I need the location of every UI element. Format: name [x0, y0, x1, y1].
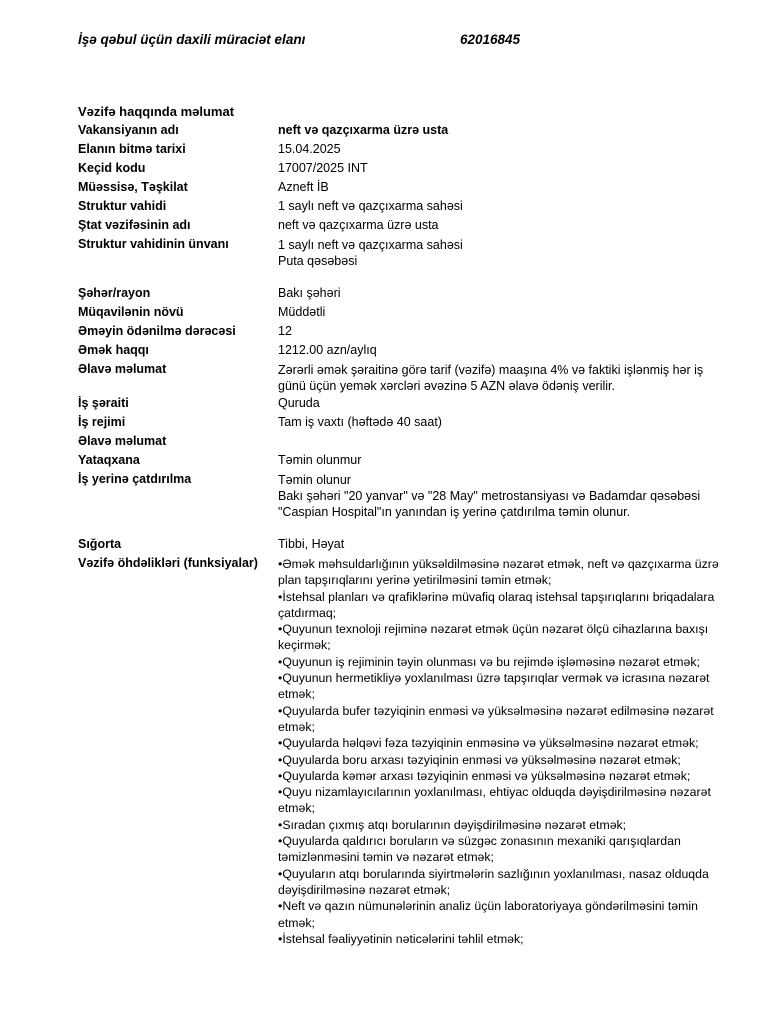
field-row [78, 394, 728, 413]
field-row [78, 216, 728, 235]
field-row [78, 303, 728, 322]
field-row [78, 413, 728, 432]
field-label: Yataqxana [78, 453, 140, 467]
field-value: 15.04.2025 [278, 142, 341, 156]
field-value: 1 saylı neft və qazçıxarma sahəsi [278, 199, 463, 213]
field-value: 1212.00 azn/aylıq [278, 343, 377, 357]
field-value: neft və qazçıxarma üzrə usta [278, 123, 449, 137]
duties-row [78, 554, 728, 947]
document-title: İşə qəbul üçün daxili müraciət elanı [78, 32, 306, 47]
field-label: Struktur vahidi [78, 199, 167, 213]
field-value: Quruda [278, 396, 320, 410]
field-label: Əmək haqqı [78, 343, 149, 357]
field-row [78, 535, 728, 554]
duty-text: Quyularda boru arxası təzyiqinin enməsi və yüksəlməsinə nəzarət etmək; [282, 752, 681, 767]
field-row [78, 140, 728, 159]
duty-item [278, 589, 728, 622]
field-row [78, 451, 728, 470]
field-value: 17007/2025 INT [278, 161, 368, 175]
field-value: Təmin olunmur [278, 453, 362, 467]
duty-text: Quyunun iş rejiminin təyin olunması və bu rejimdə işləməsinə nəzarət etmək; [282, 654, 700, 669]
duty-item [278, 654, 728, 670]
field-label: Müəssisə, Təşkilat [78, 180, 188, 194]
field-value [278, 432, 723, 451]
duty-text: Quyunun texnoloji rejiminə nəzarət etmək üçün nəzarət ölçü cihazlarına baxışı keçirmək; [278, 622, 709, 653]
field-row [78, 341, 728, 360]
duties-label: Vəzifə öhdəlikləri (funksiyalar) [78, 556, 258, 570]
field-row [78, 360, 728, 394]
field-value: Tam iş vaxtı (həftədə 40 saat) [278, 415, 442, 429]
field-value: Bakı şəhəri [278, 286, 341, 300]
field-label: Keçid kodu [78, 161, 146, 175]
section-title: Vəzifə haqqında məlumat [78, 104, 235, 119]
duty-item [278, 670, 728, 703]
field-row [78, 178, 728, 197]
field-value: Tibbi, Həyat [278, 537, 345, 551]
field-label: Əməyin ödənilmə dərəcəsi [78, 324, 236, 338]
duty-item [278, 752, 728, 768]
job-info-fields [78, 121, 728, 947]
field-value: Azneft İB [278, 180, 329, 194]
duty-text: Sıradan çıxmış atqı borularının dəyişdirilməsinə nəzarət etmək; [282, 817, 627, 832]
field-row [78, 197, 728, 216]
duty-item [278, 556, 728, 589]
duty-text: İstehsal planları və qrafiklərinə müvafiq olaraq istehsal tapşırıqlarını briqadalara çatdırmaq; [278, 589, 715, 620]
field-label: Ştat vəzifəsinin adı [78, 218, 191, 232]
duty-text: Quyunun hermetikliyə yoxlanılması üzrə tapşırıqlar vermək və icrasına nəzarət etmək; [278, 671, 710, 702]
duty-item [278, 833, 728, 866]
duty-text: İstehsal fəaliyyətinin nəticələrini təhlil etmək; [282, 931, 524, 946]
duty-text: Quyularda qaldırıcı boruların və süzgəc zonasının mexaniki qarışıqlardan təmizlənməsini təmin və nəzarət etmək; [278, 834, 681, 865]
duty-item [278, 621, 728, 654]
duty-text: Quyularda kəmər arxası təzyiqinin enməsi və yüksəlməsinə nəzarət etmək; [282, 768, 691, 783]
duty-item [278, 931, 728, 947]
field-value: Zərərli əmək şəraitinə görə tarif (vəzifə) maaşına 4% və faktiki işlənmiş hər iş günü üçün yemək xərcləri əvəzinə 5 AZN əlavə ödəniş verilir. [278, 363, 704, 393]
field-value: 12 [278, 324, 292, 338]
field-label: Vakansiyanın adı [78, 123, 179, 137]
field-label: İş rejimi [78, 415, 126, 429]
field-row [78, 121, 728, 140]
duty-item [278, 703, 728, 736]
field-label: Şəhər/rayon [78, 286, 151, 300]
duty-item [278, 735, 728, 751]
field-label: Əlavə məlumat [78, 434, 167, 448]
duties-list [278, 554, 728, 947]
field-label: İş şəraiti [78, 396, 129, 410]
field-value: neft və qazçıxarma üzrə usta [278, 218, 439, 232]
field-row [78, 432, 728, 451]
duty-text: Neft və qazın nümunələrinin analiz üçün laboratoriyaya göndərilməsini təmin etmək; [278, 899, 698, 930]
field-label: Əlavə məlumat [78, 362, 167, 376]
field-row [78, 322, 728, 341]
field-label: Müqavilənin növü [78, 305, 184, 319]
field-row [78, 159, 728, 178]
duty-text: Quyu nizamlayıcılarının yoxlanılması, ehtiyac olduqda dəyişdirilməsinə nəzarət etmək; [278, 785, 711, 816]
duty-text: Quyularda bufer təzyiqinin enməsi və yüksəlməsinə nəzarət edilməsinə nəzarət etmək; [278, 703, 714, 734]
field-row [78, 284, 728, 303]
duty-text: Əmək məhsuldarlığının yüksəldilməsinə nəzarət etmək, neft və qazçıxarma üzrə plan tapşırıqlarını yerinə yetirilməsini təmin etmək; [278, 557, 719, 588]
row-spacer [78, 269, 728, 284]
duty-item [278, 784, 728, 817]
field-label: Struktur vahidinin ünvanı [78, 237, 229, 251]
field-label: Sığorta [78, 537, 122, 551]
field-value: Təmin olunur Bakı şəhəri "20 yanvar" və "28 May" metrostansiyası və Badamdar qəsəbəsi "Caspian Hospital"ın yanından iş yerinə çatdırılma təmin olunur. [278, 473, 701, 519]
field-value: Müddətli [278, 305, 326, 319]
duty-item [278, 768, 728, 784]
duty-item [278, 866, 728, 899]
row-spacer [78, 520, 728, 535]
duty-item [278, 817, 728, 833]
field-row [78, 235, 728, 269]
field-label: İş yerinə çatdırılma [78, 472, 192, 486]
field-label: Elanın bitmə tarixi [78, 142, 186, 156]
field-row [78, 470, 728, 520]
duty-text: Quyularda həlqəvi fəza təzyiqinin enməsinə və yüksəlməsinə nəzarət etmək; [282, 736, 699, 751]
duty-item [278, 898, 728, 931]
field-value: 1 saylı neft və qazçıxarma sahəsi Puta qəsəbəsi [278, 238, 463, 268]
duty-text: Quyuların atqı borularında siyirtmələrin sazlığının yoxlanılması, nasaz olduqda dəyişdirilməsinə nəzarət etmək; [278, 866, 709, 897]
document-number: 62016845 [460, 32, 521, 47]
